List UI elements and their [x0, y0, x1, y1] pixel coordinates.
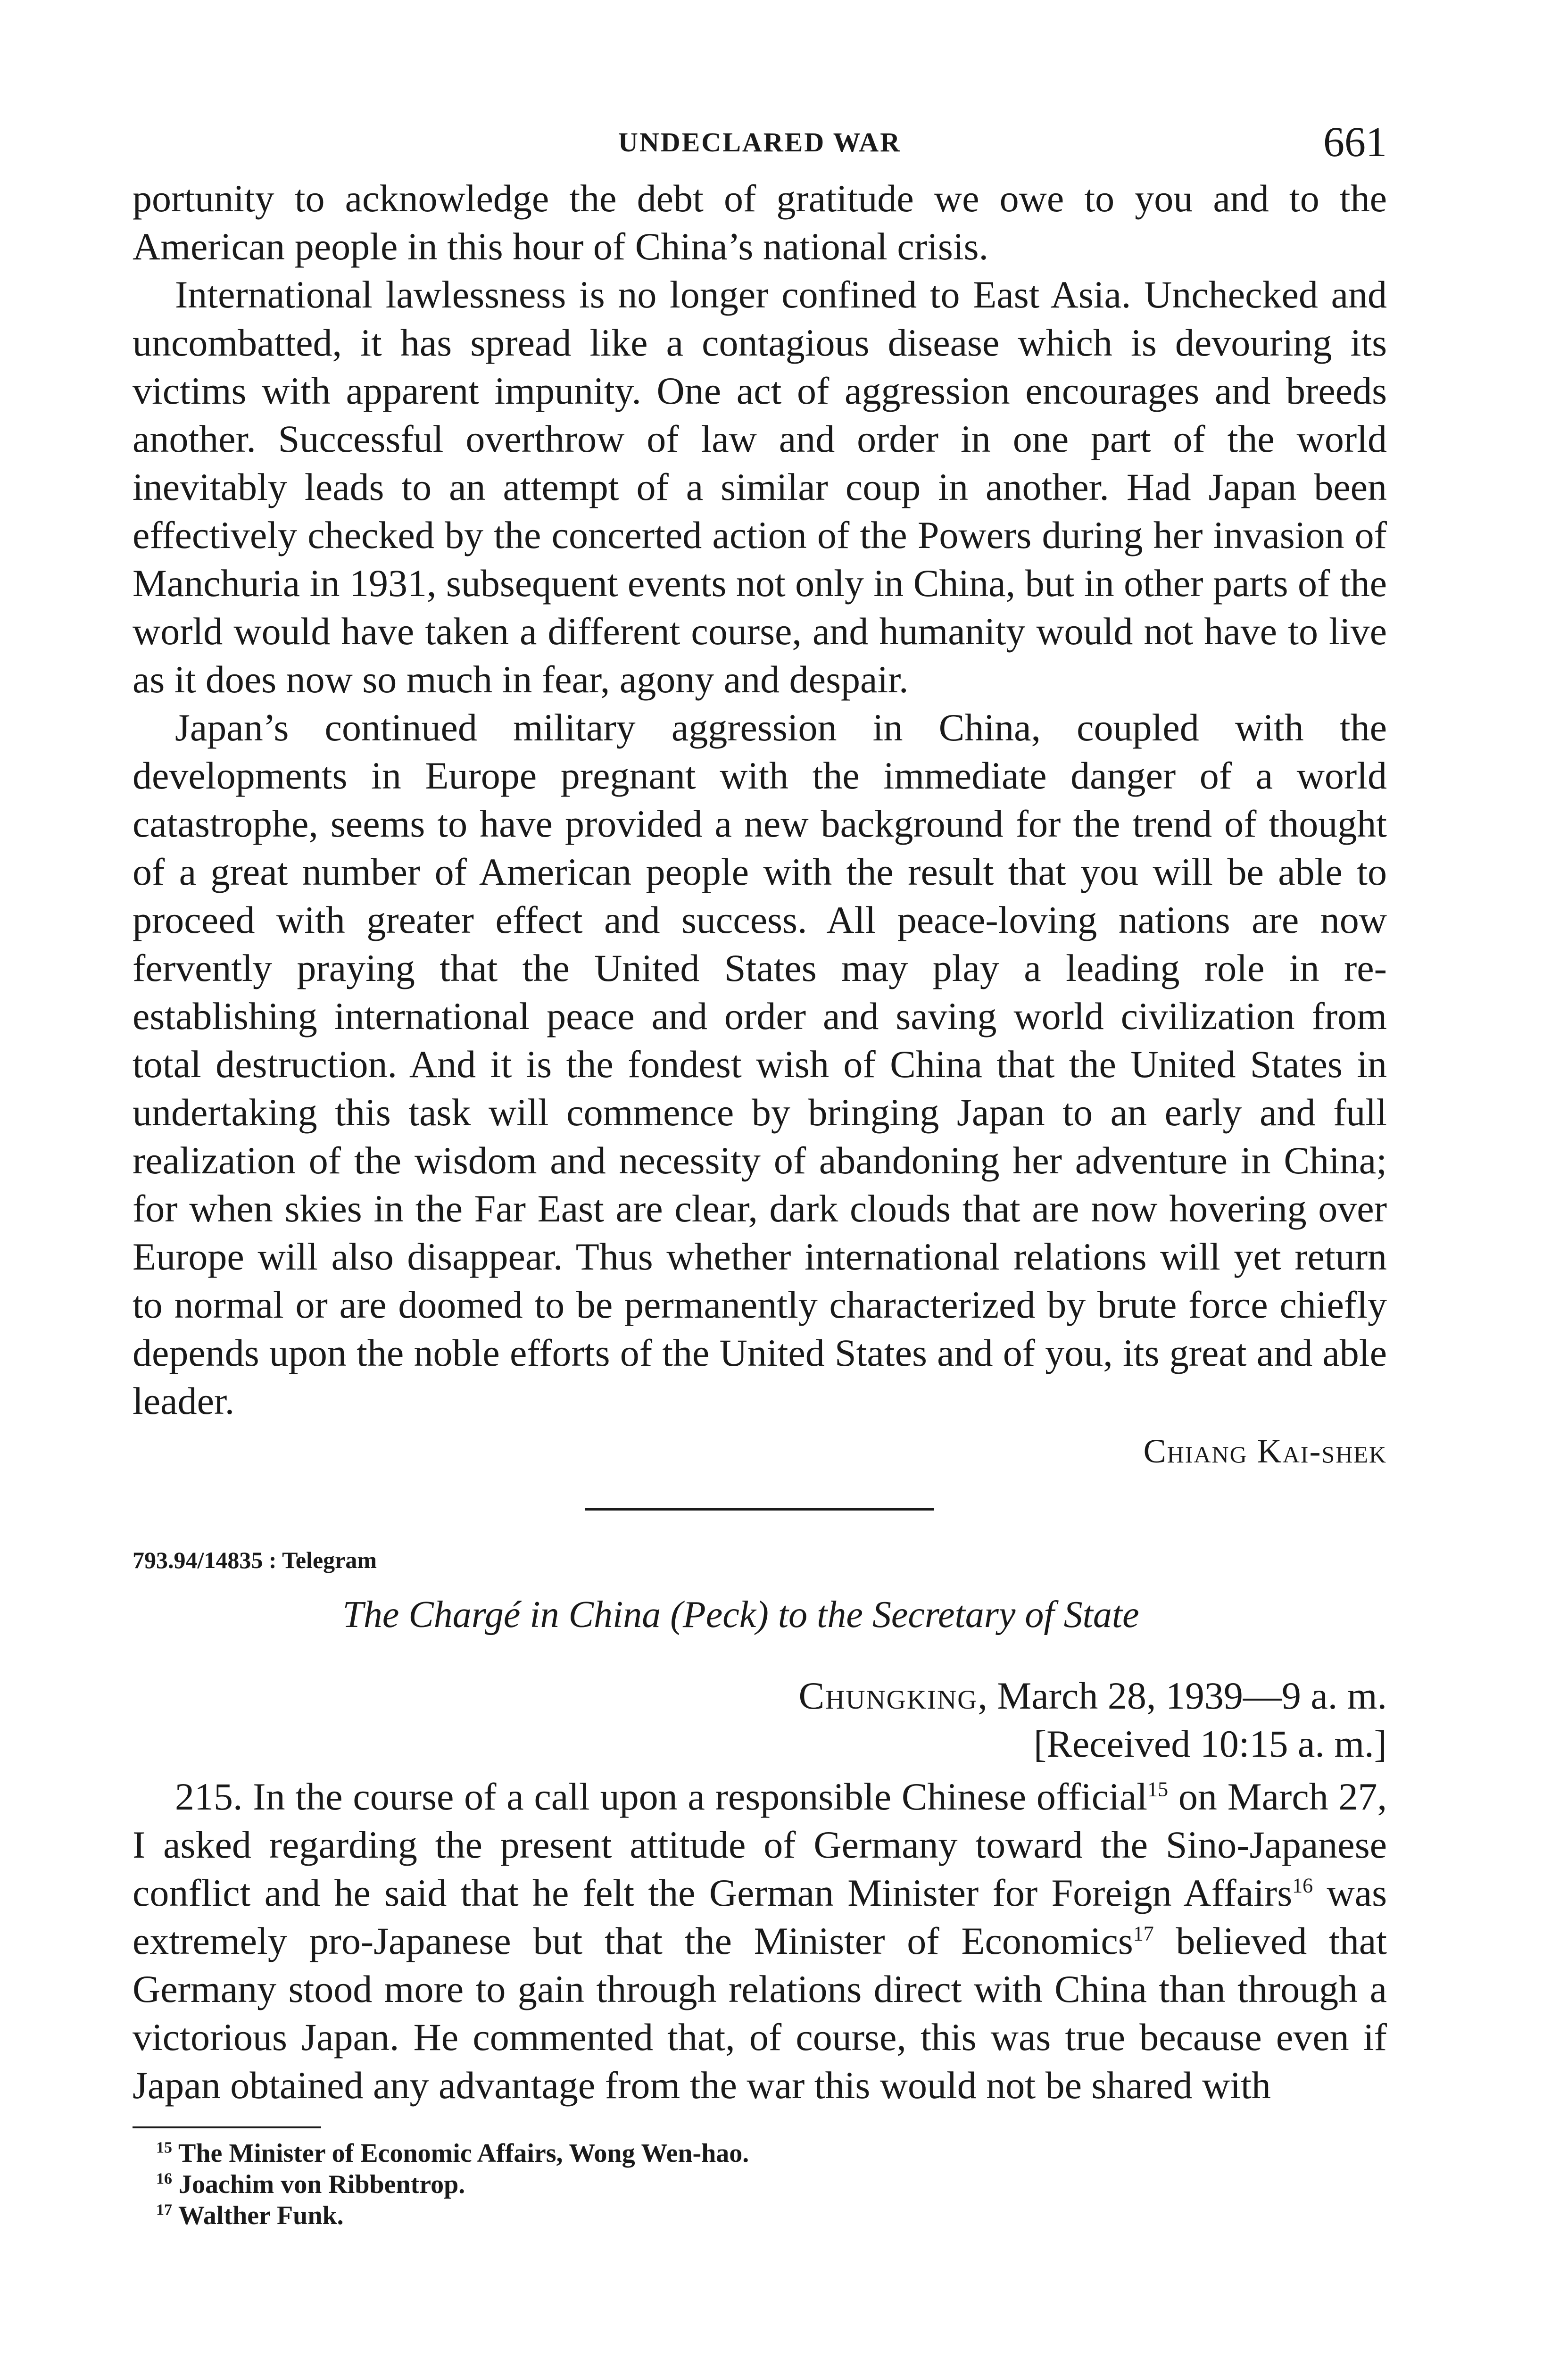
page-number: 661	[1323, 119, 1387, 166]
footnote-text: Walther Funk.	[178, 2201, 344, 2230]
footnote	[133, 2138, 1387, 2169]
telegram-text-segment: on March 27, I asked regarding the present attitude of Germany toward the Sino-Japanese conflict and he said that he felt the German Minister for Foreign Affairs	[133, 1775, 1387, 1914]
letter-paragraph: Japan’s continued military aggression in China, coupled with the developments in Europe pregnant with the immediate danger of a world catastrophe, seems to have provided a new background for the trend of thought of a great number of American people with the result that you will be able to proceed with greater effect and success. All peace-loving nations are now fervently praying that the United States may play a leading role in re-establishing international peace and order and saving world civilization from total destruction. And it is the fondest wish of China that the United States in undertaking this task will commence by bringing Japan to an early and full realization of the wisdom and necessity of abandoning her adventure in China; for when skies in the Far East are clear, dark clouds that are now hovering over Europe will also disappear. Thus whether international relations will yet return to normal or are doomed to be permanently characterized by brute force chiefly depends upon the noble efforts of the United States and of you, its great and able leader.	[133, 706, 1387, 1422]
footnote-number: 17	[156, 2201, 172, 2219]
document-file-reference: 793.94/14835 : Telegram	[133, 1547, 377, 1573]
running-head	[133, 118, 1387, 174]
letter-paragraph: International lawlessness is no longer confined to East Asia. Unchecked and uncombatted, it has spread like a contagious disease which is devouring its victims with apparent impunity. One act of aggression encourages and breeds another. Successful overthrow of law and order in one part of the world inevitably leads to an attempt of a similar coup in another. Had Japan been effectively checked by the concerted action of the Powers during her invasion of Manchuria in 1931, subsequent events not only in China, but in other parts of the world would have taken a different course, and humanity would not have to live as it does now so much in fear, agony and despair.	[133, 273, 1387, 701]
letter-body	[133, 174, 1387, 1425]
telegram-paragraph	[133, 1773, 1387, 2109]
received-time: [Received 10:15 a. m.]	[1033, 1722, 1387, 1765]
document-title: The Chargé in China (Peck) to the Secretary of State	[342, 1594, 1139, 1636]
footnote-rule	[133, 2126, 321, 2128]
footnote-number: 15	[156, 2139, 172, 2157]
footnote-text: Joachim von Ribbentrop.	[179, 2170, 465, 2199]
footnote	[133, 2169, 1387, 2200]
footnote-marker: 16	[1292, 1874, 1313, 1897]
signature: Chiang Kai-shek	[1143, 1432, 1387, 1470]
telegram-text-segment: believed that Germany stood more to gain through relations direct with China than through a victorious Japan. He commented that, of course, this was true because even if Japan obtained any advantage from the war this would not be shared with	[133, 1919, 1387, 2107]
telegram-text-segment: 215. In the course of a call upon a responsible Chinese official	[175, 1775, 1148, 1818]
letter-paragraph: portunity to acknowledge the debt of gratitude we owe to you and to the American people in this hour of China’s national crisis.	[133, 177, 1387, 268]
telegram-body	[133, 1773, 1387, 2109]
footnote-marker: 15	[1147, 1777, 1169, 1801]
section-separator	[585, 1508, 934, 1511]
dateline-date: , March 28, 1939—9 a. m.	[978, 1674, 1387, 1717]
footnotes	[133, 2138, 1387, 2231]
running-title: UNDECLARED WAR	[618, 127, 902, 158]
dateline	[133, 1672, 1387, 1720]
document-page	[133, 118, 1387, 2231]
telegram-text-segment: was extremely pro-Japanese but that the Minister of Economics	[133, 1871, 1387, 1962]
dateline-place: Chungking	[798, 1674, 978, 1717]
footnote	[133, 2200, 1387, 2231]
footnote-number: 16	[156, 2170, 172, 2188]
footnote-text: The Minister of Economic Affairs, Wong Wen-hao.	[178, 2139, 749, 2168]
footnote-marker: 17	[1133, 1922, 1154, 1945]
